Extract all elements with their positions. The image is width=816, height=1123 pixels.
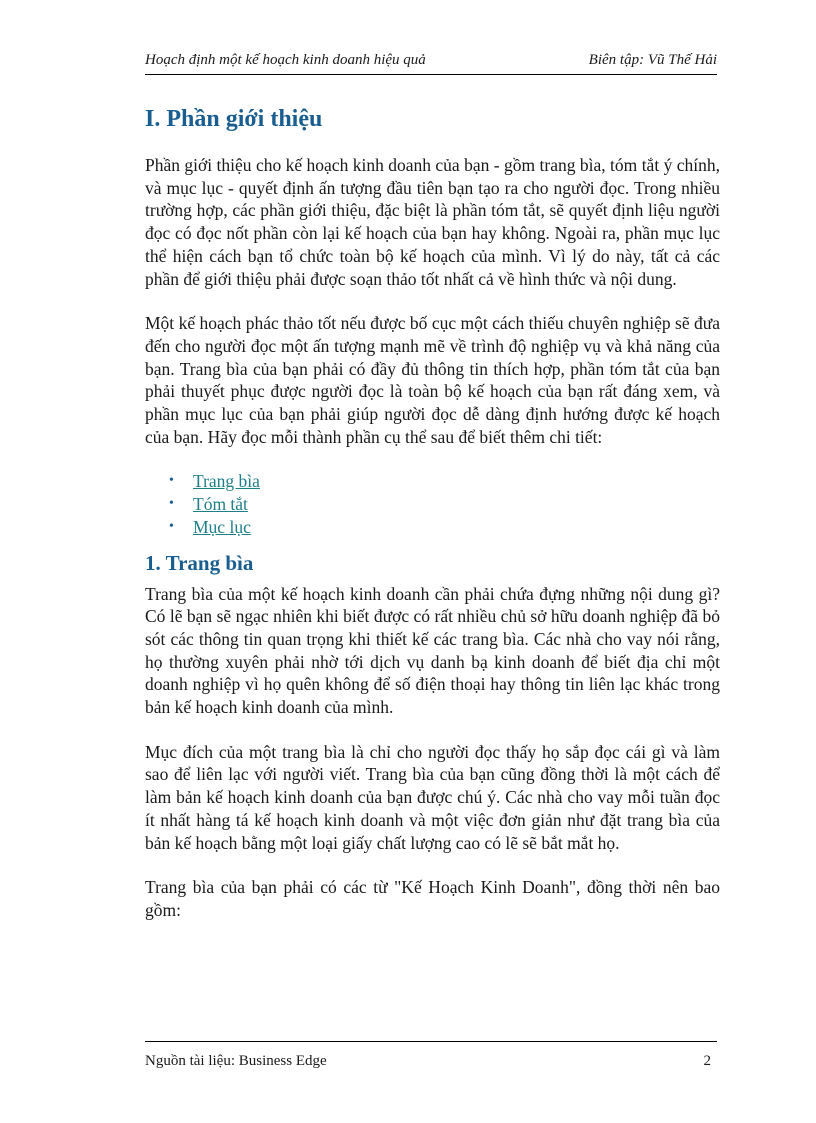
link-tom-tat[interactable]: Tóm tắt	[193, 494, 248, 515]
page-footer	[145, 1041, 717, 1072]
page-content	[145, 98, 720, 922]
page-number: 2	[703, 1053, 711, 1069]
intro-paragraph-2: Một kế hoạch phác thảo tốt nếu được bố cục một cách thiếu chuyên nghiệp sẽ đưa đến cho người đọc một ấn tượng mạnh mẽ về trình độ nghiệp vụ và khả năng của bạn. Trang bìa của bạn phải có đầy đủ thông tin thích hợp, phần tóm tắt của bạn phải thuyết phục được người đọc là toàn bộ kế hoạch của bạn rất đáng xem, và phần mục lục của bạn phải giúp người đọc dễ dàng định hướng được kế hoạch của bạn. Hãy đọc mỗi thành phần cụ thể sau để biết thêm chi tiết:	[145, 313, 720, 447]
cover-paragraph-3: Trang bìa của bạn phải có các từ "Kế Hoạch Kinh Doanh", đồng thời nên bao gồm:	[145, 877, 720, 920]
bullet-icon: •	[169, 518, 174, 534]
bullet-icon: •	[169, 473, 174, 489]
intro-paragraph-1: Phần giới thiệu cho kế hoạch kinh doanh của bạn - gồm trang bìa, tóm tắt ý chính, và mục lục - quyết định ấn tượng đầu tiên bạn tạo ra cho người đọc. Trong nhiều trường hợp, các phần giới thiệu, đặc biệt là phần tóm tắt, sẽ quyết định liệu người đọc có đọc nốt phần còn lại kế hoạch của bạn hay không. Ngoài ra, phần mục lục thể hiện cách bạn tổ chức toàn bộ kế hoạch của mình. Vì lý do này, tất cả các phần để giới thiệu phải được soạn thảo tốt nhất cả về hình thức và nội dung.	[145, 155, 720, 289]
footer-source: Nguồn tài liệu: Business Edge	[145, 1053, 327, 1069]
cover-paragraph-2: Mục đích của một trang bìa là chỉ cho người đọc thấy họ sắp đọc cái gì và làm sao để liên lạc với người viết. Trang bìa của bạn cũng đồng thời là một cách để làm bản kế hoạch kinh doanh của bạn được chú ý. Các nhà cho vay mỗi tuần đọc ít nhất hàng tá kế hoạch kinh doanh và một việc đơn giản như đặt trang bìa của bản kế hoạch bằng một loại giấy chất lượng cao có lẽ sẽ bắt mắt họ.	[145, 741, 720, 853]
page-header	[145, 50, 717, 75]
bullet-icon: •	[169, 496, 174, 512]
header-document-title: Hoạch định một kế hoạch kinh doanh hiệu quả	[145, 52, 426, 68]
link-muc-luc[interactable]: Mục lục	[193, 516, 251, 537]
list-item	[167, 493, 720, 516]
contents-link-list	[167, 470, 720, 538]
list-item	[167, 516, 720, 539]
subsection-title: 1. Trang bìa	[145, 550, 254, 575]
link-trang-bia[interactable]: Trang bìa	[193, 471, 260, 492]
cover-paragraph-1: Trang bìa của một kế hoạch kinh doanh cần phải chứa đựng những nội dung gì? Có lẽ bạn sẽ ngạc nhiên khi biết được có rất nhiều chủ sở hữu doanh nghiệp đã bỏ sót các thông tin quan trọng khi thiết kế các trang bìa. Các nhà cho vay nói rằng, họ thường xuyên phải nhờ tới dịch vụ danh bạ kinh doanh để biết địa chỉ một doanh nghiệp vì họ quên không để số điện thoại hay thông tin liên lạc khác trong bản kế hoạch kinh doanh của mình.	[145, 583, 720, 718]
header-editor: Biên tập: Vũ Thế Hải	[588, 52, 717, 68]
list-item	[167, 470, 720, 493]
section-title: I. Phần giới thiệu	[145, 106, 323, 132]
